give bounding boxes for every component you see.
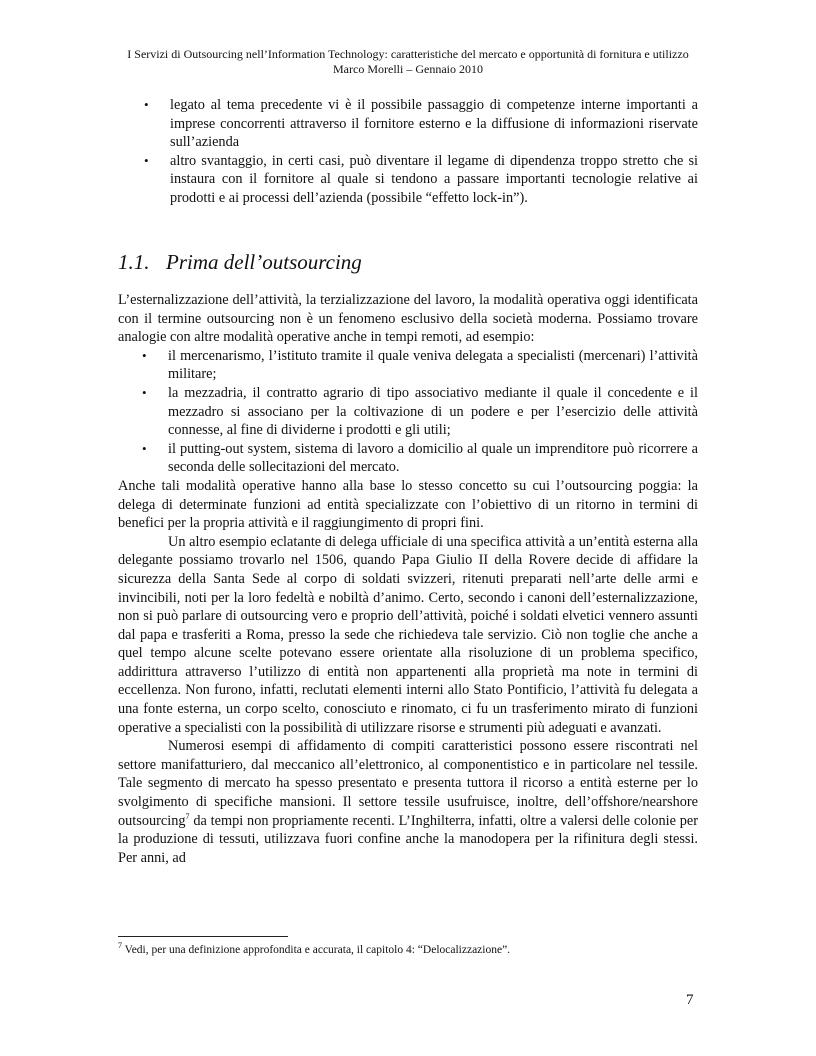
footnote-divider (118, 936, 288, 937)
list-item: • la mezzadria, il contratto agrario di tipo associativo mediante il quale il concedente e il mezzadro si associano per la coltivazione di un podere e per l’esercizio delle attività connesse, al fine di dividerne i prodotti e gli utili; (118, 384, 698, 440)
page-number: 7 (686, 992, 694, 1008)
list-item: • altro svantaggio, in certi casi, può diventare il legame di dipendenza troppo stretto che si instaura con il fornitore al quale si tendono a passare importanti tecnologie relative ai prodotti e ai processi dell’azienda (possibile “effetto lock-in”). (118, 152, 698, 208)
section-heading (118, 250, 362, 275)
paragraph-4 (118, 737, 698, 867)
top-bullet-list (118, 96, 698, 208)
paragraph-3: Un altro esempio eclatante di delega ufficiale di una specifica attività a un’entità esterna alla delegante possiamo trovarlo nel 1506, quando Papa Giulio II della Rovere decide di affidare la sicurezza della Santa Sede al corpo di soldati svizzeri, ritenuti preparati nell’arte delle armi e invincibili, noti per la loro fedeltà e nobiltà d’animo. Certo, secondo i canoni dell’esternalizzazione, non si può parlare di outsourcing vero e proprio dell’attività, poiché i soldati elvetici vennero assunti dal papa e trasferiti a Roma, presso la sede che richiedeva tale servizio. Ciò non toglie che anche a quel tempo alcune scelte potevano essere orientate alla risoluzione di un problema specifico, addirittura attraverso l’utilizzo di entità non appartenenti alla proprietà ma note in termini di eccellenza. Non furono, infatti, reclutati elementi interni allo Stato Pontificio, l’attività fu delegata a una fonte esterna, un corpo scelto, conosciuto e rinomato, ci fu un trasferimento mirato di funzioni operative a specialisti con la possibilità di utilizzare risorse e strumenti più adeguati e avanzati. (118, 533, 698, 736)
paragraph-2: Anche tali modalità operative hanno alla base lo stesso concetto su cui l’outsourcing poggia: la delega di determinate funzioni ad entità specializzate con l’obiettivo di un ritorno in termini di benefici per la propria attività e il raggiungimento di propri fini. (118, 477, 698, 532)
top-bullet-list-container (118, 96, 698, 208)
footnote-marker: 7 (118, 941, 122, 951)
header-author: Marco Morelli – Gennaio 2010 (333, 62, 483, 76)
list-item: • il putting-out system, sistema di lavoro a domicilio al quale un imprenditore può ricorrere a seconda delle sollecitazioni del mercato. (118, 440, 698, 477)
footnote-text: Vedi, per una definizione approfondita e accurata, il capitolo 4: “Delocalizzazione”. (122, 944, 511, 956)
list-item: • legato al tema precedente vi è il possibile passaggio di competenze interne importanti a imprese concorrenti attraverso il fornitore esterno e la diffusione di informazioni riservate sull’azienda (118, 96, 698, 152)
footnote (118, 943, 698, 958)
intro-paragraph: L’esternalizzazione dell’attività, la terzializzazione del lavoro, la modalità operativa oggi identificata con il termine outsourcing non è un fenomeno esclusivo della società moderna. Possiamo trovare analogie con altre modalità operative anche in tempi remoti, ad esempio: (118, 292, 698, 346)
section-number: 1.1. (118, 250, 150, 274)
paragraph-4-start: Numerosi esempi di affidamento di compiti caratteristici possono essere riscontrati nel settore manifatturiero, dal meccanico all’elettronico, al componentistico e in particolare nel tessile. Tale segmento di mercato ha spesso presentato e presenta tuttora il ricorso a entità esterne per lo svolgimento di specifiche mansioni. Il settore tessile usufruisce, inoltre, dell’offshore/nearshore outsourcing (118, 738, 698, 829)
list-item: • il mercenarismo, l’istituto tramite il quale veniva delegata a specialisti (mercenari) l’attività militare; (118, 347, 698, 384)
header-title: I Servizi di Outsourcing nell’Information Technology: caratteristiche del mercato e opportunità di fornitura e utilizzo (127, 47, 689, 61)
footnote-reference[interactable]: 7 (185, 811, 190, 821)
section-title: Prima dell’outsourcing (166, 250, 362, 274)
paragraph-4-end: da tempi non propriamente recenti. L’Inghilterra, infatti, oltre a valersi delle colonie per la produzione di tessuti, utilizzava fuori confine anche la manodopera per la rifinitura degli stessi. Per anni, ad (118, 812, 698, 866)
main-text (118, 291, 698, 867)
examples-list (118, 347, 698, 477)
running-header (0, 47, 816, 77)
